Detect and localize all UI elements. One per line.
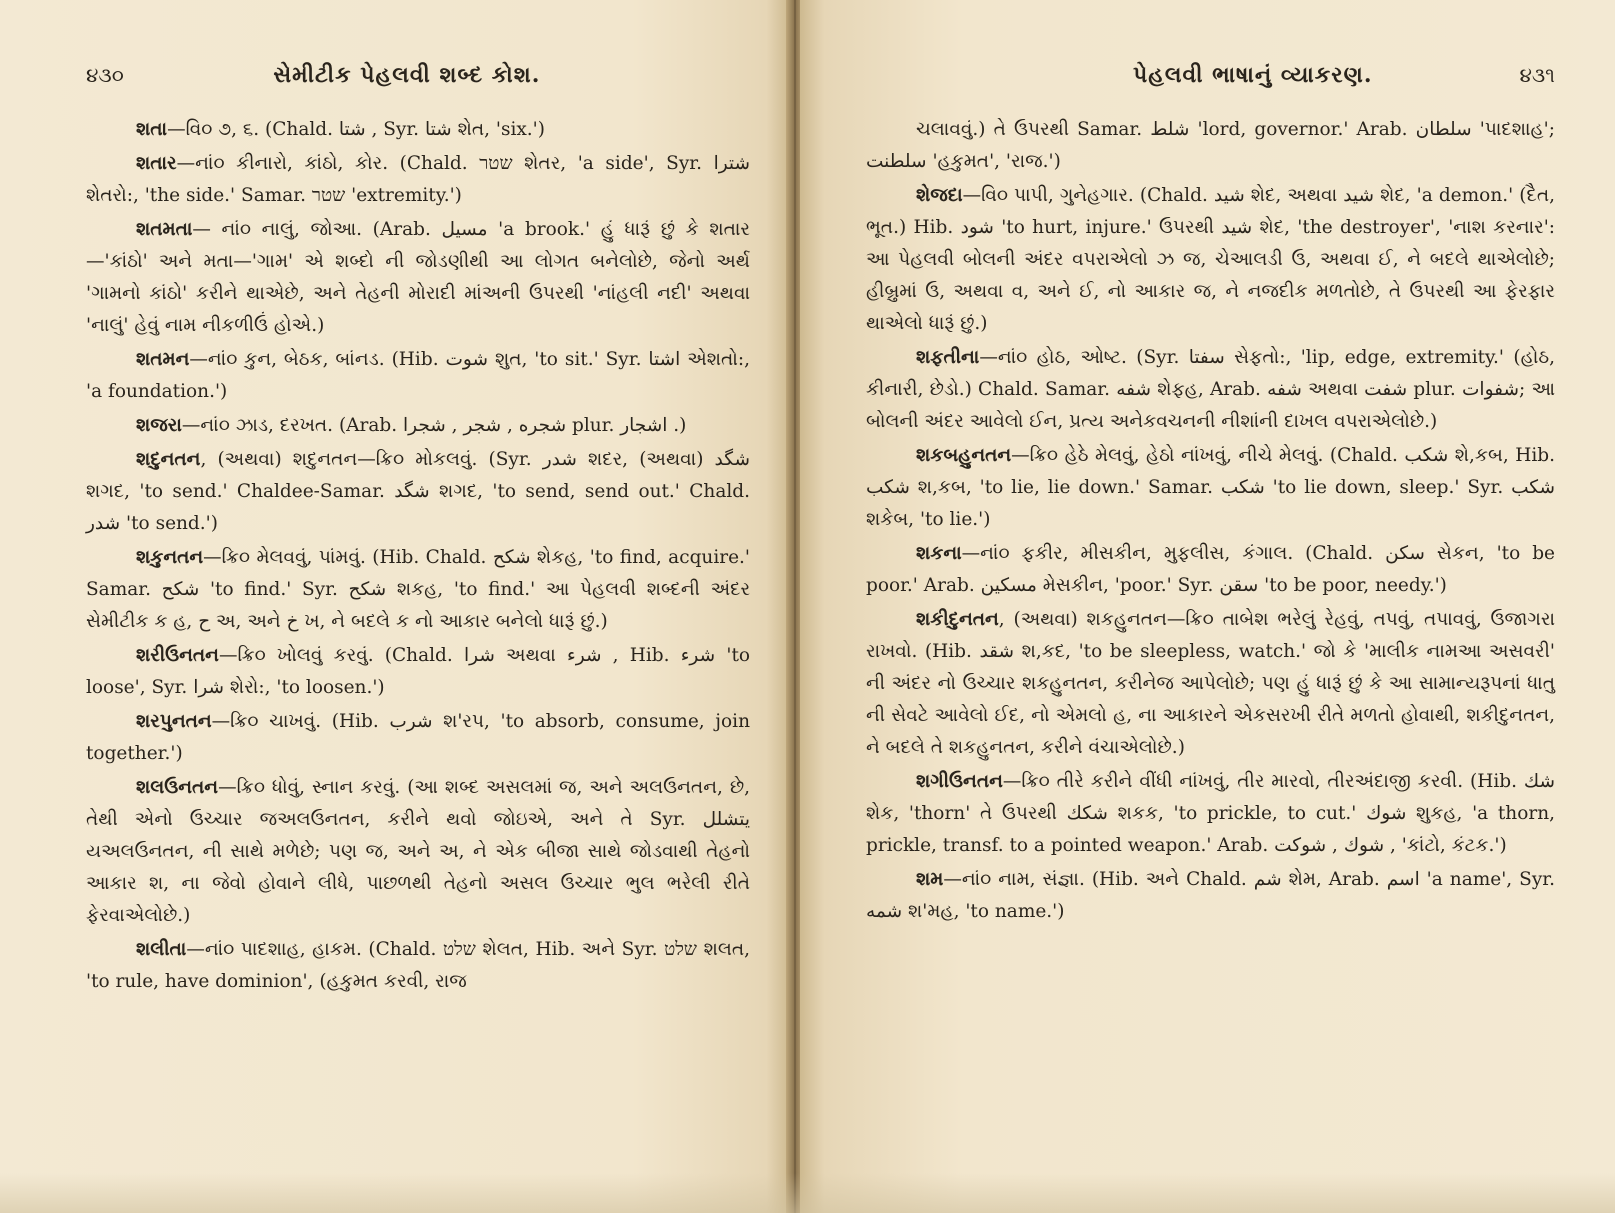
page-header xyxy=(86,62,750,88)
entry-headword: શતાર xyxy=(136,153,177,174)
entry-definition: —વિ૦ ૭, ૬. (Chald. شتا , Syr. شتا શેત, 'six.') xyxy=(167,119,545,140)
dictionary-entry xyxy=(866,538,1555,602)
dictionary-entry xyxy=(866,180,1555,340)
entry-headword: શલીતા xyxy=(136,939,187,960)
dictionary-entry xyxy=(86,410,750,442)
entry-headword: શકુનતન xyxy=(136,547,204,568)
entry-headword: શરીઉનતન xyxy=(136,645,219,666)
entry-headword: શકના xyxy=(916,543,962,564)
entry-headword: શકબહુનતન xyxy=(916,445,1012,466)
entry-definition: —ક્રિ૦ ખોલવું કરવું. (Chald. شرا અથવા شرء , Hib. شرء 'to loose', Syr. شرا શેરો:, 'to loosen.') xyxy=(86,645,751,698)
entry-headword: શમ xyxy=(916,869,944,890)
entry-headword: શેજદા xyxy=(916,185,963,206)
dictionary-entry xyxy=(86,706,750,770)
entry-definition: —વિ૦ પાપી, ગુનેહગાર. (Chald. شيد શેદ, અથવા شيد શેદ, 'a demon.' (દૈત, ભૂત.) Hib. شود 'to hurt, injure.' ઉપરથી شيد શેદ, 'the destroyer', 'નાશ કરનાર': આ પેહલવી બોલની અંદર વપરાએલો ઝ જ, ચેઆલડી ઉ, અથવા ઈ, ને બદલે થાએલોછે; હીબ્રુમાં ઉ, અથવા વ, અને ઈ, નો આકાર જ, ને નજદીક મળતોછે, તે ઉપરથી આ ફેરફાર થાએલો ધારૂં છું.) xyxy=(866,185,1556,334)
page-bottom-edge xyxy=(0,1173,1615,1213)
left-page xyxy=(0,0,790,1213)
dictionary-entry xyxy=(86,444,750,540)
entry-headword: શદુનતન xyxy=(136,449,201,470)
entry-headword: શકીદુનતન xyxy=(916,609,999,630)
entry-definition: —નાં૦ ઝાડ, દરખત. (Arab. شجره , شجر , شجرا plur. اشجار .) xyxy=(181,415,687,436)
page-number: ૪૩૦ xyxy=(86,63,124,87)
dictionary-entry xyxy=(86,640,750,704)
entry-headword: શફતીના xyxy=(916,347,980,368)
entry-definition: —ક્રિ૦ ચાખવું. (Hib. شرب શ'રપ, 'to absorb, consume, join together.') xyxy=(86,711,750,764)
dictionary-entry xyxy=(86,148,750,212)
entry-definition: , (અથવા) શકહુનતન—ક્રિ૦ તાબેશ ભરેલું રેહવું, તપવું, તપાવવું, ઉજાગરા રાખવો. (Hib. شقد શ,કદ, 'to be sleepless, watch.' જો કે 'માલીક નામઆ અસવરી' ની અંદર નો ઉચ્ચાર શકહુનતન, કરીનેજ આપેલોછે; પણ હું ધારૂં છું કે આ સામાન્યરૂપનાં ધાતુ ની સેવટે આવેલો ઈદ, નો એમલો હ, ના આકારને એકસરખી રીતે મળતો હોવાથી, શકીદુનતન, ને બદલે તે શકહુનતન, કરીને વંચાએલોછે.) xyxy=(866,609,1555,758)
entry-definition: —નાં૦ પાદશાહ, હાકમ. (Chald. שלט શેલત, Hib. અને Syr. שלט શલત, 'to rule, have dominion', (હકુમત કરવી, રાજ xyxy=(86,939,750,992)
page-header xyxy=(866,62,1555,88)
dictionary-entry xyxy=(866,766,1555,862)
entry-headword: શગીઉનતન xyxy=(916,771,1003,792)
entry-definition: —નાં૦ કીનારો, કાંઠો, કોર. (Chald. שטר શેતર, 'a side', Syr. شترا શેતરો:, 'the side.' Samar. שטר 'extremity.') xyxy=(86,153,751,206)
entry-headword: શરપુનતન xyxy=(136,711,212,732)
entry-definition: —નાં૦ કુન, બેઠક, બાંનડ. (Hib. شوت શુત, 'to sit.' Syr. اشتا એશતો:, 'a foundation.') xyxy=(86,349,750,402)
dictionary-entry xyxy=(86,214,750,342)
dictionary-entry xyxy=(866,342,1555,438)
dictionary-entry xyxy=(866,114,1555,178)
entry-definition: —ક્રિ૦ તીરે કરીને વીંધી નાંખવું, તીર મારવો, તીરઅંદાજી કરવી. (Hib. شك શેક, 'thorn' તે ઉપરથી شكك શકક, 'to prickle, to cut.' شوك શુકહ, 'a thorn, prickle, transf. to a pointed weapon.' Arab. شوك , شوكت , 'કાંટો, કંટક.') xyxy=(866,771,1555,856)
entry-headword: શજરા xyxy=(136,415,182,436)
entry-headword: શતમતા xyxy=(136,219,193,240)
dictionary-entry xyxy=(866,864,1555,928)
right-page xyxy=(800,0,1615,1213)
entry-definition: —નાં૦ નામ, સંજ્ઞા. (Hib. અને Chald. شم શેમ, Arab. اسم 'a name', Syr. شمه શ'મહ, 'to name.') xyxy=(866,869,1555,922)
entry-headword: શતમન xyxy=(136,349,190,370)
entry-definition: ચલાવવું.) તે ઉપરથી Samar. شلط 'lord, governor.' Arab. سلطان 'પાદશાહ'; سلطنت 'હકુમત', 'રાજ.') xyxy=(866,119,1555,172)
entry-list xyxy=(866,114,1555,928)
dictionary-entry xyxy=(86,934,750,998)
entry-definition: —ક્રિ૦ હેઠે મેલવું, હેઠો નાંખવું, નીચે મેલવું. (Chald. شكب શે,કબ, Hib. شكب શ,કબ, 'to lie, lie down.' Samar. شكب 'to lie down, sleep.' Syr. شكب શકેબ, 'to lie.') xyxy=(866,445,1555,530)
entry-definition: —ક્રિ૦ ધોવું, સ્નાન કરવું. (આ શબ્દ અસલમાં જ, અને અલઉનતન, છે, તેથી એનો ઉચ્ચાર જઅલઉનતન, કરીને થવો જોઇએ, અને તે Syr. يتشلل યઅલઉનતન, ની સાથે મળેછે; પણ જ, અને અ, ને એક બીજા સાથે જોડવાથી તેહનો આકાર શ, ના જેવો હોવાને લીધે, પાછળથી તેહનો અસલ ઉચ્ચાર ભુલ ભરેલી રીતે ફેરવાએલોછે.) xyxy=(86,777,750,926)
entry-headword: શલઉનતન xyxy=(136,777,219,798)
entry-definition: — નાં૦ નાલું, જોઆ. (Arab. مسيل 'a brook.' હું ધારૂં છું કે શતાર—'કાંઠો' અને મતા—'ગામ' એ શબ્દો ની જોડણીથી આ લોગત બનેલોછે, જેનો અર્થ 'ગામનો કાંઠો' કરીને થાએછે, અને તેહની મોરાદી માંઅની ઉપરથી 'નાંહલી નદી' અથવા 'નાલું' હેવું નામ નીકળીઉં હોએ.) xyxy=(86,219,750,336)
entry-definition: —નાં૦ હોઠ, ઓષ્ટ. (Syr. سفتا સેફતો:, 'lip, edge, extremity.' (હોઠ, કીનારી, છેડો.) Chald. Samar. شفه શેફહ, Arab. شفه અથવા شفت plur. شفوات; આ બોલની અંદર આવેલો ઈન, પ્રત્ય અનેકવચનની નીશાંની દાખલ વપરાએલોછે.) xyxy=(866,347,1556,432)
entry-headword: શતા xyxy=(136,119,168,140)
dictionary-entry xyxy=(866,604,1555,764)
dictionary-entry xyxy=(86,542,750,638)
entry-definition: —ક્રિ૦ મેલવવું, પાંમવું. (Hib. Chald. شكح શેકહ, 'to find, acquire.' Samar. شكح 'to find.' Syr. شكح શકહ, 'to find.' આ પેહલવી શબ્દની અંદર સેમીટીક ક હ, ح અ, અને خ ખ, ને બદલે ક નો આકાર બનેલો ધારૂં છું.) xyxy=(86,547,751,632)
running-title: પેહલવી ભાષાનું વ્યાકરણ. xyxy=(1132,62,1373,88)
dictionary-entry xyxy=(866,440,1555,536)
dictionary-entry xyxy=(86,114,750,146)
dictionary-entry xyxy=(86,772,750,932)
running-title: સેમીટીક પેહલવી શબ્દ કોશ. xyxy=(273,62,541,88)
dictionary-entry xyxy=(86,344,750,408)
entry-definition: , (અથવા) શદુનતન—ક્રિ૦ મોકલવું. (Syr. شدر શદર, (અથવા) شگد શગદ, 'to send.' Chaldee-Samar. شگد શગદ, 'to send, send out.' Chald. شدر 'to send.') xyxy=(86,449,750,534)
page-number: ૪૩૧ xyxy=(1519,63,1555,87)
entry-definition: —નાં૦ ફકીર, મીસકીન, મુફલીસ, કંગાલ. (Chald. سكن સેકન, 'to be poor.' Arab. مسكين મેસકીન, 'poor.' Syr. سقن 'to be poor, needy.') xyxy=(866,543,1555,596)
entry-list xyxy=(86,114,750,998)
